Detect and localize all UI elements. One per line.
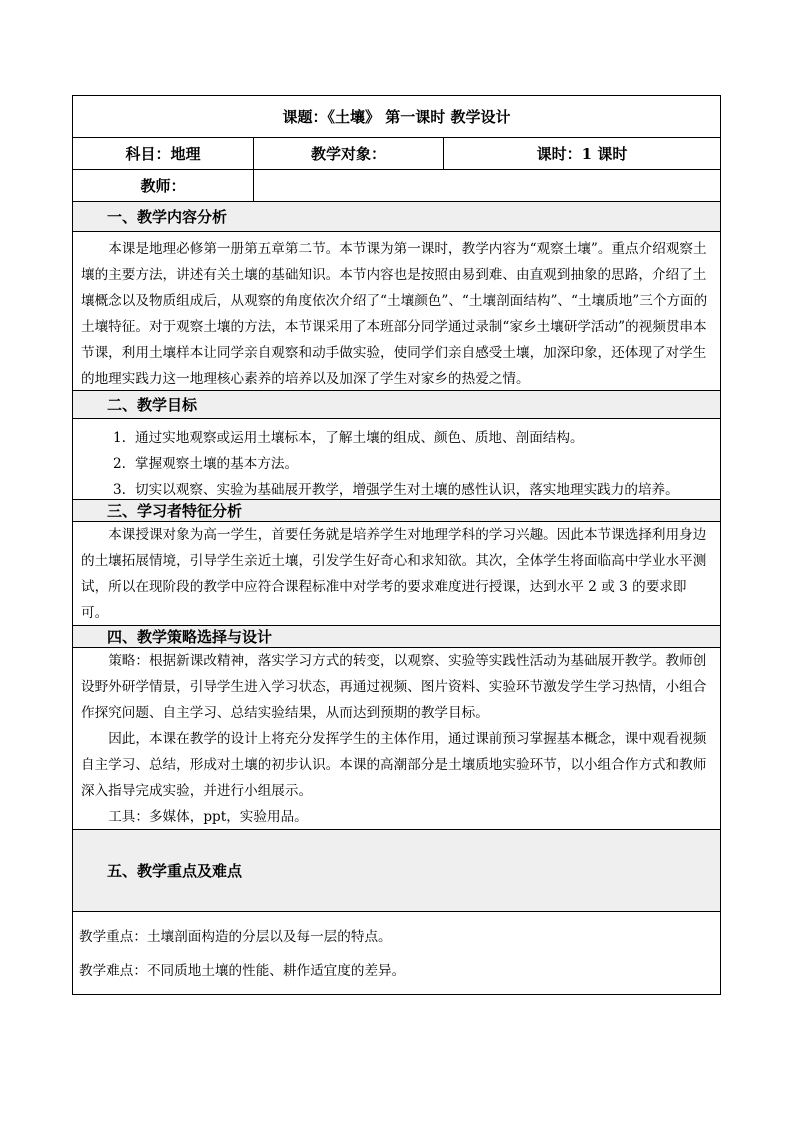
difficult-point-text: 教学难点：不同质地土壤的性能、耕作适宜度的差异。 <box>79 963 406 979</box>
design-paragraph: 因此，本课在教学的设计上将充分发挥学生的主体作用，通过课前预习掌握基本概念，课中观看视频自主学习、总结，形成对土壤的初步认识。本课的高潮部分是土壤质地实验环节，以小组合作方式和教师深入指导完成实验，并进行小组展示。 <box>81 731 707 799</box>
subject-cell: 科目：地理 <box>73 138 254 169</box>
section-5-body <box>73 912 720 994</box>
goal-item: 3. 切实以观察、实验为基础展开教学，增强学生对土壤的感性认识，落实地理实践力的培养。 <box>113 482 679 498</box>
title-row <box>73 96 720 138</box>
teacher-cell: 教师： <box>73 170 254 201</box>
goal-item: 2. 掌握观察土壤的基本方法。 <box>113 456 299 472</box>
teacher-value-cell <box>254 170 720 201</box>
section-2-heading: 二、教学目标 <box>73 391 720 419</box>
audience-cell: 教学对象： <box>254 138 444 169</box>
goals-list <box>73 419 720 503</box>
section-1-heading: 一、教学内容分析 <box>73 202 720 232</box>
key-point-text: 教学重点：土壤剖面构造的分层以及每一层的特点。 <box>79 929 392 945</box>
section-3-body <box>73 522 720 626</box>
section-3-heading: 三、学习者特征分析 <box>73 500 720 522</box>
section-1-body <box>73 232 720 391</box>
section-4-heading: 四、教学策略选择与设计 <box>73 626 720 648</box>
teacher-row <box>73 170 720 202</box>
section-4-body <box>73 648 720 830</box>
lesson-plan-table <box>72 95 721 995</box>
section-2-body <box>73 419 720 500</box>
strategy-paragraph: 策略：根据新课改精神，落实学习方式的转变，以观察、实验等实践性活动为基础展开教学。教师创设野外研学情景，引导学生进入学习状态，再通过视频、图片资料、实验环节激发学生学习热情，小组合作探究问题、自主学习、总结实验结果，从而达到预期的教学目标。 <box>81 653 707 721</box>
content-analysis-text: 本课是地理必修第一册第五章第二节。本节课为第一课时，教学内容为“观察土壤”。重点介绍观察土壤的主要方法，讲述有关土壤的基础知识。本节内容也是按照由易到难、由直观到抽象的思路，介绍了土壤概念以及物质组成后，从观察的角度依次介绍了“土壤颜色”、“土壤剖面结构”、“土壤质地”三个方面的土壤特征。对于观察土壤的方法，本节课采用了本班部分同学通过录制“家乡土壤研学活动”的视频贯串本节课，利用土壤样本让同学亲自观察和动手做实验，使同学们亲自感受土壤，加深印象，还体现了对学生的地理实践力这一地理核心素养的培养以及加深了学生对家乡的热爱之情。 <box>81 241 708 387</box>
page-title: 课题：《土壤》 第一课时 教学设计 <box>282 108 511 126</box>
learner-analysis-text: 本课授课对象为高一学生，首要任务就是培养学生对地理学科的学习兴趣。因此本节课选择利用身边的土壤拓展情境，引导学生亲近土壤，引发学生好奇心和求知欲。其次，全体学生将面临高中学业水平测试，所以在现阶段的教学中应符合课程标准中对学考的要求难度进行授课，达到水平 2 或 3 的要求即可。 <box>81 527 707 621</box>
period-cell: 课时：1 课时 <box>536 145 628 163</box>
info-row <box>73 138 720 170</box>
tools-paragraph: 工具：多媒体，ppt，实验用品。 <box>108 809 308 825</box>
section-5-heading: 五、教学重点及难点 <box>73 830 720 912</box>
goal-item: 1. 通过实地观察或运用土壤标本，了解土壤的组成、颜色、质地、剖面结构。 <box>113 430 584 446</box>
